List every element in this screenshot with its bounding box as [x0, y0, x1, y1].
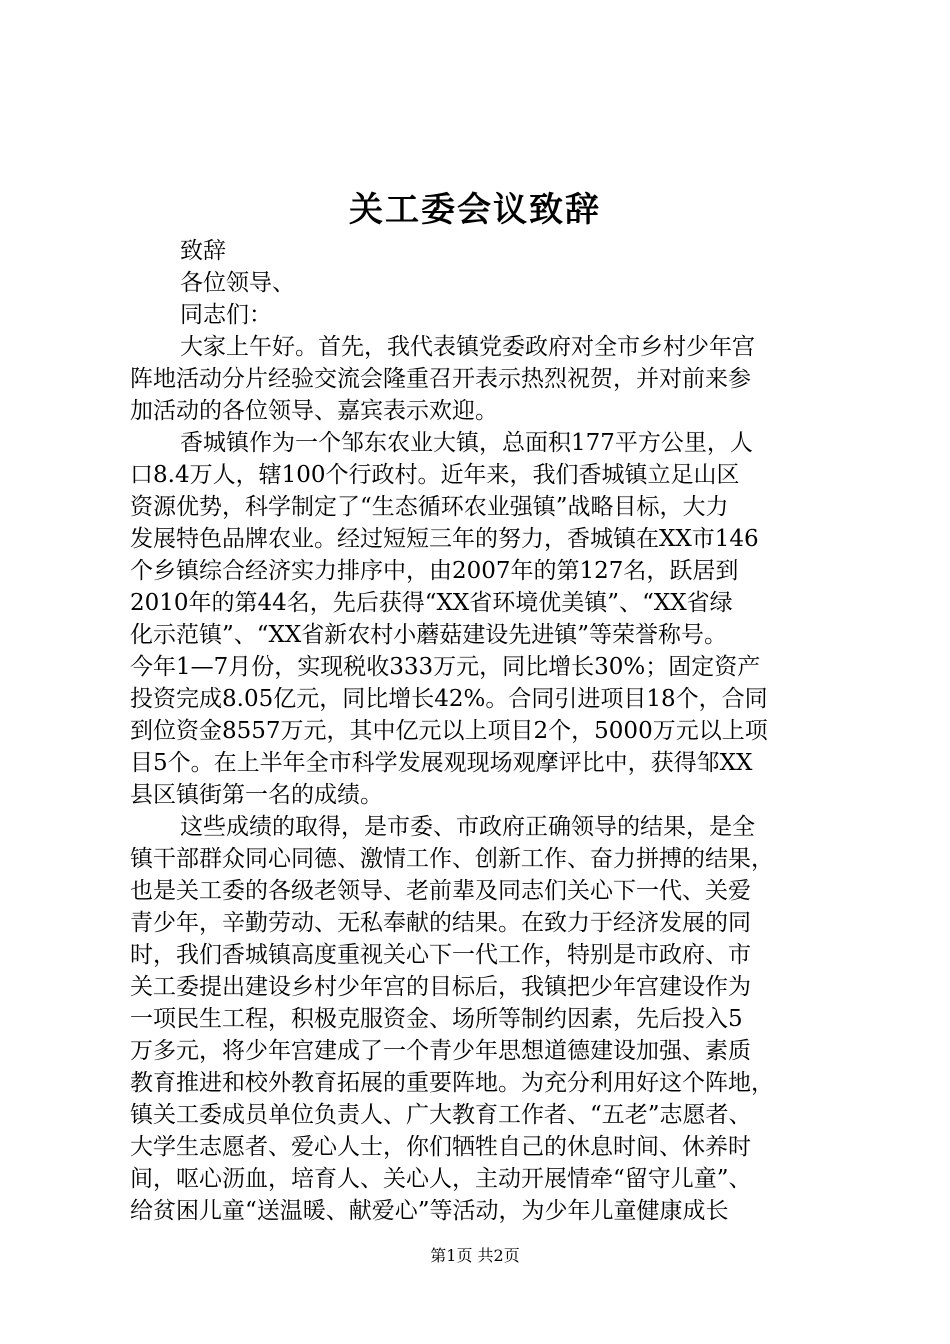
text-line: 也是关工委的各级老领导、老前辈及同志们关心下一代、关爱: [130, 878, 751, 904]
text-line: 到位资金8557万元，其中亿元以上项目2个，5000万元以上项: [130, 718, 768, 744]
text-line: 同志们：: [180, 302, 272, 328]
text-line: 这些成绩的取得，是市委、市政府正确领导的结果，是全: [180, 814, 755, 840]
text-line: 关工委提出建设乡村少年宫的目标后，我镇把少年宫建设作为: [130, 974, 751, 1000]
text-line: 口8.4万人，辖100个行政村。近年来，我们香城镇立足山区: [130, 462, 740, 488]
text-line: 香城镇作为一个邹东农业大镇，总面积177平方公里，人: [180, 430, 753, 456]
document-title: 关工委会议致辞: [349, 190, 601, 230]
text-line: 发展特色品牌农业。经过短短三年的努力，香城镇在XX市146: [130, 526, 759, 552]
text-line: 镇干部群众同心同德、激情工作、创新工作、奋力拼搏的结果，: [130, 846, 774, 872]
text-line: 加活动的各位领导、嘉宾表示欢迎。: [130, 398, 498, 424]
text-line: 一项民生工程，积极克服资金、场所等制约因素，先后投入5: [130, 1006, 743, 1032]
text-line: 镇关工委成员单位负责人、广大教育工作者、“五老”志愿者、: [130, 1102, 752, 1128]
text-line: 资源优势，科学制定了“生态循环农业强镇”战略目标，大力: [130, 494, 729, 520]
text-line: 时，我们香城镇高度重视关心下一代工作，特别是市政府、市: [130, 942, 751, 968]
text-line: 投资完成8.05亿元，同比增长42%。合同引进项目18个，合同: [130, 686, 768, 712]
page-footer: 第1页 共2页: [430, 1246, 520, 1265]
text-line: 化示范镇”、“XX省新农村小蘑菇建设先进镇”等荣誉称号。: [130, 622, 728, 648]
text-line: 目5个。在上半年全市科学发展观现场观摩评比中，获得邹XX: [130, 750, 753, 776]
text-line: 县区镇街第一名的成绩。: [130, 782, 383, 808]
text-line: 2010年的第44名，先后获得“XX省环境优美镇”、“XX省绿: [130, 590, 733, 616]
text-line: 万多元，将少年宫建成了一个青少年思想道德建设加强、素质: [130, 1038, 751, 1064]
text-line: 大学生志愿者、爱心人士，你们牺牲自己的休息时间、休养时: [130, 1134, 751, 1160]
text-line: 给贫困儿童“送温暖、献爱心”等活动，为少年儿童健康成长: [130, 1198, 729, 1224]
text-line: 间，呕心沥血，培育人、关心人，主动开展情牵“留守儿童”、: [130, 1166, 752, 1192]
text-line: 教育推进和校外教育拓展的重要阵地。为充分利用好这个阵地，: [130, 1070, 774, 1096]
text-line: 各位领导、: [180, 270, 295, 296]
text-line: 阵地活动分片经验交流会隆重召开表示热烈祝贺，并对前来参: [130, 366, 751, 392]
text-line: 致辞: [180, 238, 226, 264]
text-line: 青少年，辛勤劳动、无私奉献的结果。在致力于经济发展的同: [130, 910, 751, 936]
document-body: [130, 235, 828, 1227]
text-line: 今年1—7月份，实现税收333万元，同比增长30%；固定资产: [130, 654, 761, 680]
text-line: 大家上午好。首先，我代表镇党委政府对全市乡村少年宫: [180, 334, 755, 360]
text-line: 个乡镇综合经济实力排序中，由2007年的第127名，跃居到: [130, 558, 739, 584]
